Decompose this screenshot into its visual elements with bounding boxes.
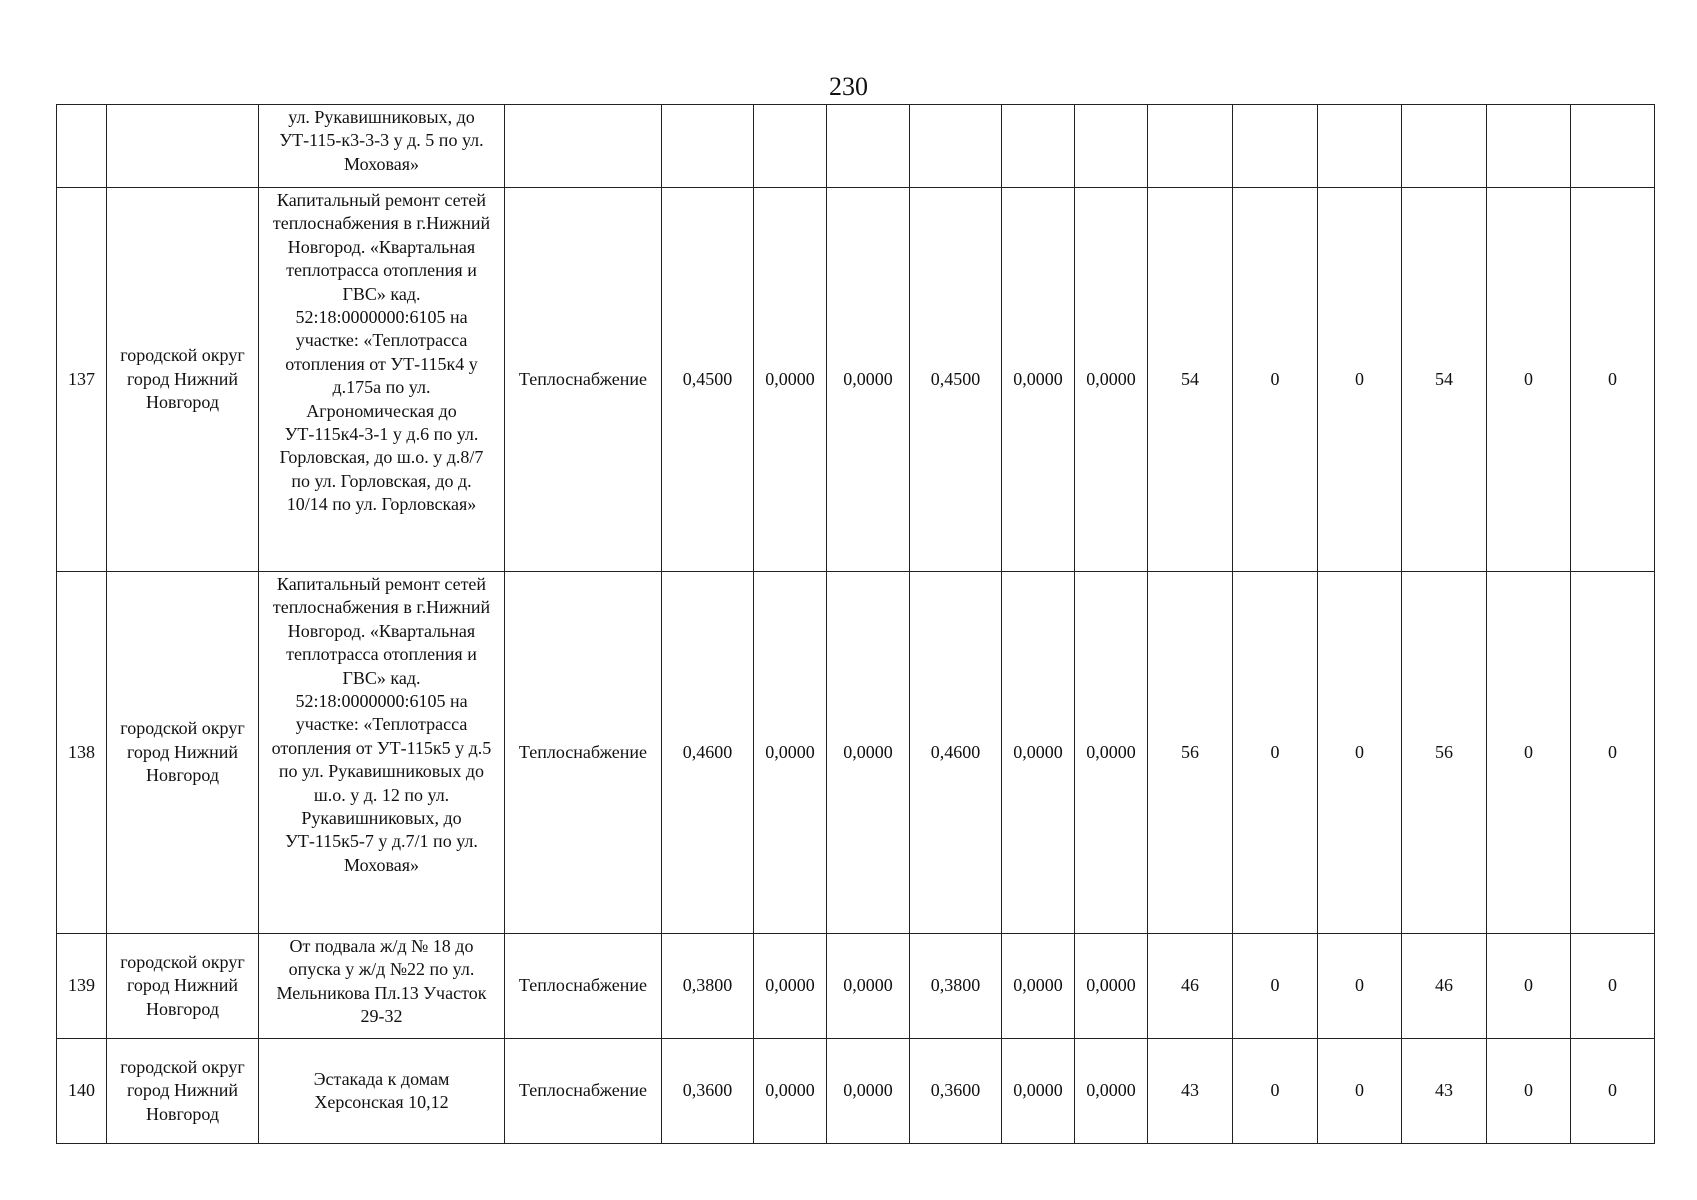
cell-value-2: 0,0000	[754, 934, 827, 1039]
cell-number: 139	[57, 934, 107, 1039]
cell-value-3	[827, 105, 910, 188]
page-number: 230	[829, 72, 868, 101]
cell-value-11: 0	[1487, 572, 1571, 934]
cell-value-5	[1002, 105, 1075, 188]
cell-value-5: 0,0000	[1002, 934, 1075, 1039]
cell-value-12	[1571, 105, 1655, 188]
cell-value-9: 0	[1318, 188, 1402, 572]
cell-value-2: 0,0000	[754, 188, 827, 572]
cell-municipality	[107, 105, 259, 188]
cell-value-8: 0	[1233, 188, 1318, 572]
table-row	[57, 188, 1655, 572]
cell-value-2: 0,0000	[754, 1039, 827, 1144]
cell-number: 138	[57, 572, 107, 934]
cell-value-7	[1148, 105, 1233, 188]
cell-value-3: 0,0000	[827, 934, 910, 1039]
cell-value-6: 0,0000	[1075, 572, 1148, 934]
cell-description: Капитальный ремонт сетей теплоснабжения в г.Нижний Новгород. «Квартальная теплотрасса отопления и ГВС» кад. 52:18:0000000:6105 на участке: «Теплотрасса отопления от УТ-115к5 у д.5 по ул. Рукавишниковых до ш.о. у д. 12 по ул. Рукавишниковых, до УТ-115к5-7 у д.7/1 по ул. Моховая»	[259, 572, 505, 934]
cell-value-7: 43	[1148, 1039, 1233, 1144]
cell-value-10: 43	[1402, 1039, 1487, 1144]
cell-value-11: 0	[1487, 1039, 1571, 1144]
cell-number: 137	[57, 188, 107, 572]
register-table	[56, 104, 1655, 1144]
cell-municipality: городской округ город Нижний Новгород	[107, 572, 259, 934]
cell-value-3: 0,0000	[827, 188, 910, 572]
table-row	[57, 105, 1655, 188]
cell-value-6	[1075, 105, 1148, 188]
cell-description: Эстакада к домам Херсонская 10,12	[259, 1039, 505, 1144]
cell-type: Теплоснабжение	[505, 188, 662, 572]
cell-value-8: 0	[1233, 934, 1318, 1039]
cell-value-4	[910, 105, 1002, 188]
cell-value-9: 0	[1318, 934, 1402, 1039]
cell-value-4: 0,3800	[910, 934, 1002, 1039]
cell-value-4: 0,4600	[910, 572, 1002, 934]
cell-value-1	[662, 105, 754, 188]
cell-value-10: 56	[1402, 572, 1487, 934]
cell-value-6: 0,0000	[1075, 1039, 1148, 1144]
cell-municipality: городской округ город Нижний Новгород	[107, 188, 259, 572]
cell-value-11: 0	[1487, 188, 1571, 572]
cell-number: 140	[57, 1039, 107, 1144]
cell-municipality: городской округ город Нижний Новгород	[107, 1039, 259, 1144]
cell-value-4: 0,3600	[910, 1039, 1002, 1144]
table-row	[57, 1039, 1655, 1144]
cell-value-12: 0	[1571, 188, 1655, 572]
cell-value-9: 0	[1318, 1039, 1402, 1144]
cell-value-7: 46	[1148, 934, 1233, 1039]
cell-value-5: 0,0000	[1002, 572, 1075, 934]
cell-value-12: 0	[1571, 1039, 1655, 1144]
cell-type: Теплоснабжение	[505, 572, 662, 934]
cell-type: Теплоснабжение	[505, 1039, 662, 1144]
cell-value-8: 0	[1233, 1039, 1318, 1144]
cell-value-11	[1487, 105, 1571, 188]
cell-value-10: 46	[1402, 934, 1487, 1039]
cell-value-9	[1318, 105, 1402, 188]
table-row	[57, 934, 1655, 1039]
cell-value-12: 0	[1571, 934, 1655, 1039]
cell-value-4: 0,4500	[910, 188, 1002, 572]
cell-value-3: 0,0000	[827, 1039, 910, 1144]
cell-value-8: 0	[1233, 572, 1318, 934]
cell-value-7: 56	[1148, 572, 1233, 934]
cell-description: ул. Рукавишниковых, до УТ-115-к3-3-3 у д. 5 по ул. Моховая»	[259, 105, 505, 188]
cell-description: Капитальный ремонт сетей теплоснабжения в г.Нижний Новгород. «Квартальная теплотрасса отопления и ГВС» кад. 52:18:0000000:6105 на участке: «Теплотрасса отопления от УТ-115к4 у д.175а по ул. Агрономическая до УТ-115к4-3-1 у д.6 по ул. Горловская, до ш.о. у д.8/7 по ул. Горловская, до д. 10/14 по ул. Горловская»	[259, 188, 505, 572]
cell-value-1: 0,4500	[662, 188, 754, 572]
cell-value-2	[754, 105, 827, 188]
cell-value-10: 54	[1402, 188, 1487, 572]
cell-value-1: 0,3800	[662, 934, 754, 1039]
cell-value-5: 0,0000	[1002, 188, 1075, 572]
cell-value-7: 54	[1148, 188, 1233, 572]
cell-value-5: 0,0000	[1002, 1039, 1075, 1144]
cell-value-10	[1402, 105, 1487, 188]
cell-value-3: 0,0000	[827, 572, 910, 934]
cell-value-12: 0	[1571, 572, 1655, 934]
cell-type: Теплоснабжение	[505, 934, 662, 1039]
cell-value-2: 0,0000	[754, 572, 827, 934]
cell-value-6: 0,0000	[1075, 934, 1148, 1039]
table-row	[57, 572, 1655, 934]
cell-value-8	[1233, 105, 1318, 188]
cell-number	[57, 105, 107, 188]
cell-type	[505, 105, 662, 188]
cell-description: От подвала ж/д № 18 до опуска у ж/д №22 по ул. Мельникова Пл.13 Участок 29-32	[259, 934, 505, 1039]
cell-value-9: 0	[1318, 572, 1402, 934]
cell-value-1: 0,3600	[662, 1039, 754, 1144]
cell-value-11: 0	[1487, 934, 1571, 1039]
cell-municipality: городской округ город Нижний Новгород	[107, 934, 259, 1039]
cell-value-1: 0,4600	[662, 572, 754, 934]
cell-value-6: 0,0000	[1075, 188, 1148, 572]
